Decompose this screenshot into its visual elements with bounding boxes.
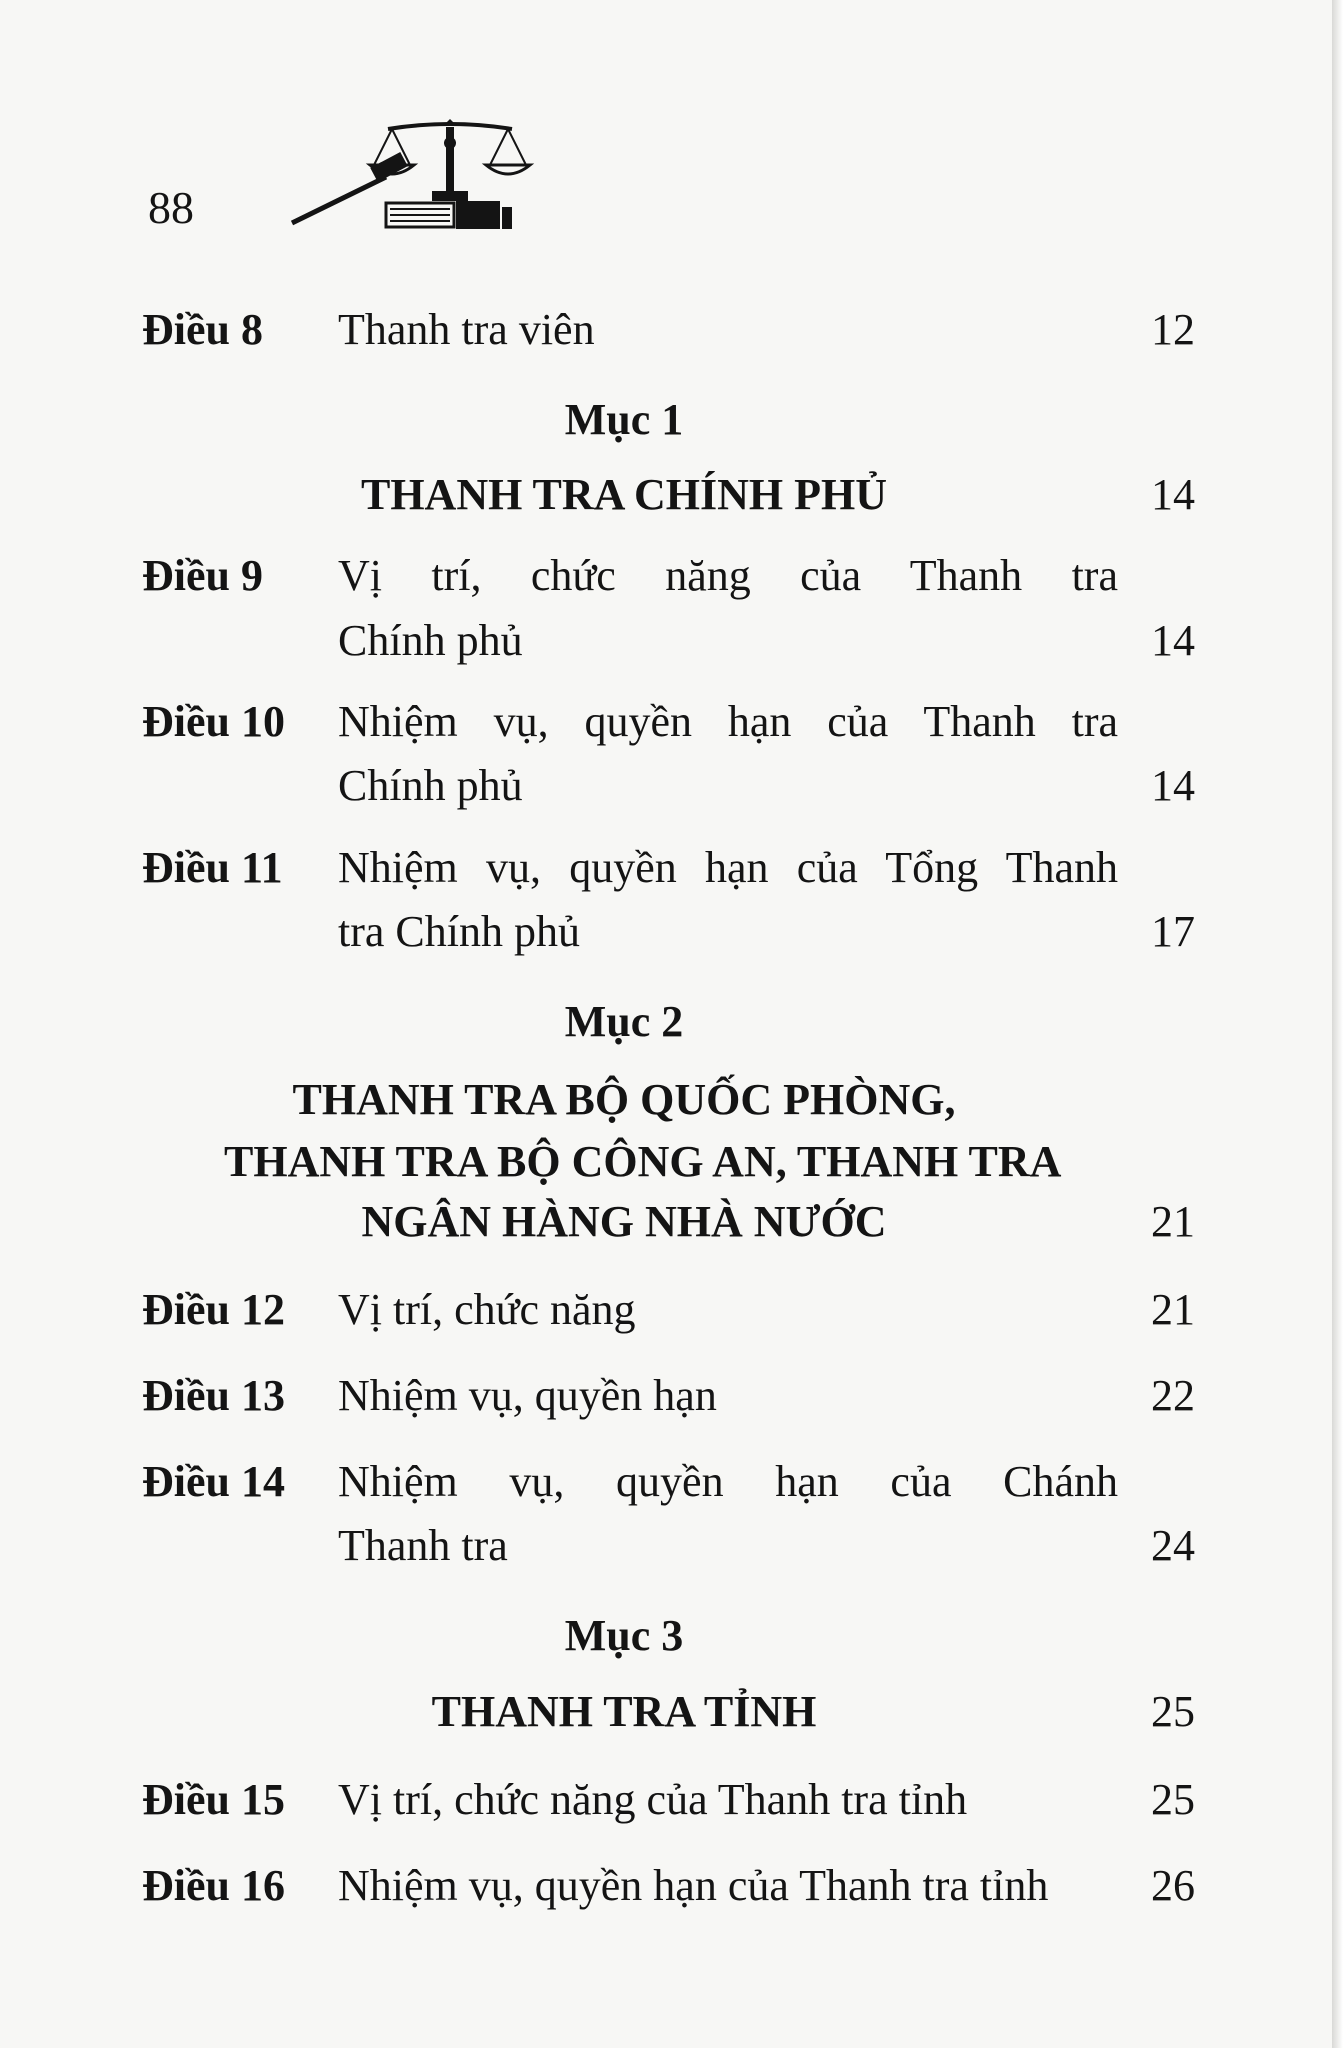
article-title-line: Thanh tra — [338, 1521, 508, 1570]
page-reference: 24 — [1151, 1521, 1195, 1570]
page-reference: 26 — [1151, 1861, 1195, 1910]
article-label: Điều 9 — [142, 551, 263, 600]
article-label: Điều 16 — [142, 1861, 285, 1910]
article-title-line: tra Chính phủ — [338, 907, 580, 956]
section-title: THANH TRA TỈNH — [431, 1687, 817, 1736]
section-title: THANH TRA BỘ CÔNG AN, THANH TRA — [224, 1137, 1062, 1186]
article-title-line: Vị trí, chức năng của Thanh tra — [338, 551, 1118, 600]
article-title-line: Thanh tra viên — [338, 305, 595, 354]
article-title-line: Nhiệm vụ, quyền hạn của Chánh — [338, 1457, 1118, 1506]
section-title: Mục 3 — [564, 1611, 684, 1660]
article-label: Điều 11 — [142, 843, 283, 892]
page-reference: 25 — [1151, 1687, 1195, 1736]
article-title-line: Nhiệm vụ, quyền hạn — [338, 1371, 717, 1420]
page-reference: 17 — [1151, 907, 1195, 956]
section-title: NGÂN HÀNG NHÀ NƯỚC — [361, 1197, 887, 1246]
section-title: Mục 1 — [564, 395, 684, 444]
page-reference: 14 — [1151, 616, 1195, 665]
page-reference: 25 — [1151, 1775, 1195, 1824]
article-label: Điều 15 — [142, 1775, 285, 1824]
page-reference: 12 — [1151, 305, 1195, 354]
article-label: Điều 12 — [142, 1285, 285, 1334]
page-number: 88 — [148, 182, 194, 233]
article-title-line: Chính phủ — [338, 616, 523, 665]
section-title: Mục 2 — [564, 997, 684, 1046]
page-reference: 14 — [1151, 761, 1195, 810]
page-reference: 21 — [1151, 1197, 1195, 1246]
section-title: THANH TRA CHÍNH PHỦ — [360, 470, 888, 519]
page-reference: 22 — [1151, 1371, 1195, 1420]
article-title-line: Vị trí, chức năng của Thanh tra tỉnh — [338, 1775, 968, 1824]
article-label: Điều 13 — [142, 1371, 285, 1420]
article-title-line: Vị trí, chức năng — [338, 1285, 636, 1334]
page-reference: 14 — [1151, 470, 1195, 519]
section-title: THANH TRA BỘ QUỐC PHÒNG, — [292, 1075, 956, 1124]
article-title-line: Nhiệm vụ, quyền hạn của Thanh tra tỉnh — [338, 1861, 1049, 1910]
page-reference: 21 — [1151, 1285, 1195, 1334]
article-label: Điều 10 — [142, 697, 285, 746]
article-title-line: Chính phủ — [338, 761, 523, 810]
article-label: Điều 8 — [142, 305, 263, 354]
article-label: Điều 14 — [142, 1457, 285, 1506]
article-title-line: Nhiệm vụ, quyền hạn của Thanh tra — [338, 697, 1118, 746]
article-title-line: Nhiệm vụ, quyền hạn của Tổng Thanh — [338, 843, 1118, 892]
